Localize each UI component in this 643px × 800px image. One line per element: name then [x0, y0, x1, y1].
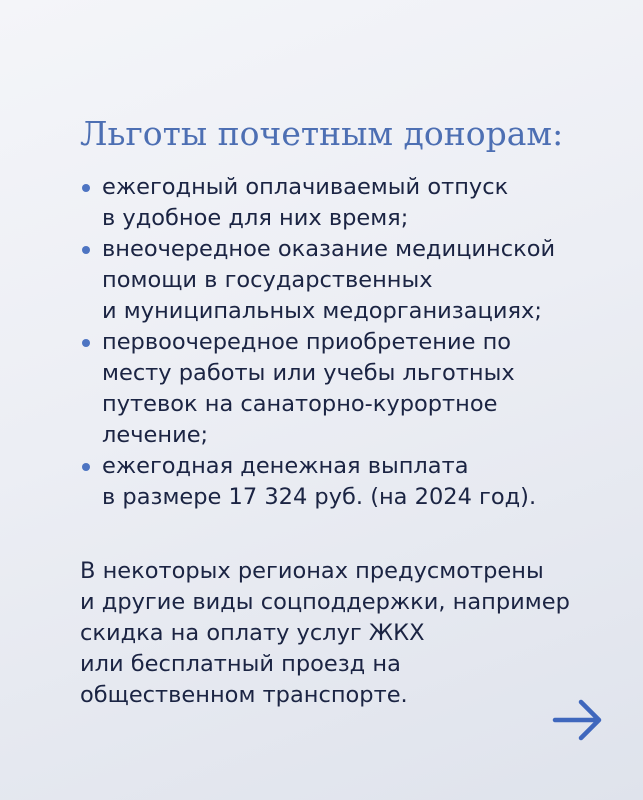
- list-item-line: месту работы или учебы льготных: [102, 360, 515, 386]
- note-line: или бесплатный проезд на: [80, 651, 401, 677]
- list-item-line: в размере 17 324 руб. (на 2024 год).: [102, 484, 537, 510]
- note-paragraph: [80, 556, 620, 711]
- list-item-line: помощи в государственных: [102, 267, 433, 293]
- list-item-line: ежегодный оплачиваемый отпуск: [102, 174, 509, 200]
- bullet-dot-icon: [82, 463, 90, 471]
- arrow-right-icon: [552, 698, 604, 742]
- list-item-line: и муниципальных медорганизациях;: [102, 298, 542, 324]
- list-item-line: лечение;: [102, 422, 209, 448]
- list-item: [78, 172, 618, 234]
- bullet-dot-icon: [82, 339, 90, 347]
- list-item-line: ежегодная денежная выплата: [102, 453, 469, 479]
- page-title: Льготы почетным донорам:: [80, 114, 564, 153]
- bullet-dot-icon: [82, 184, 90, 192]
- list-item: [78, 451, 618, 513]
- list-item-line: первоочередное приобретение по: [102, 329, 512, 355]
- benefits-list: [78, 172, 618, 513]
- list-item: [78, 327, 618, 451]
- note-line: и другие виды соцподдержки, например: [80, 589, 570, 615]
- bullet-dot-icon: [82, 246, 90, 254]
- list-item: [78, 234, 618, 327]
- note-line: В некоторых регионах предусмотрены: [80, 558, 544, 584]
- list-item-line: внеочередное оказание медицинской: [102, 236, 556, 262]
- list-item-line: в удобное для них время;: [102, 205, 409, 231]
- note-line: скидка на оплату услуг ЖКХ: [80, 620, 425, 646]
- list-item-line: путевок на санаторно-курортное: [102, 391, 498, 417]
- next-slide-button[interactable]: [552, 698, 604, 742]
- note-line: общественном транспорте.: [80, 682, 408, 708]
